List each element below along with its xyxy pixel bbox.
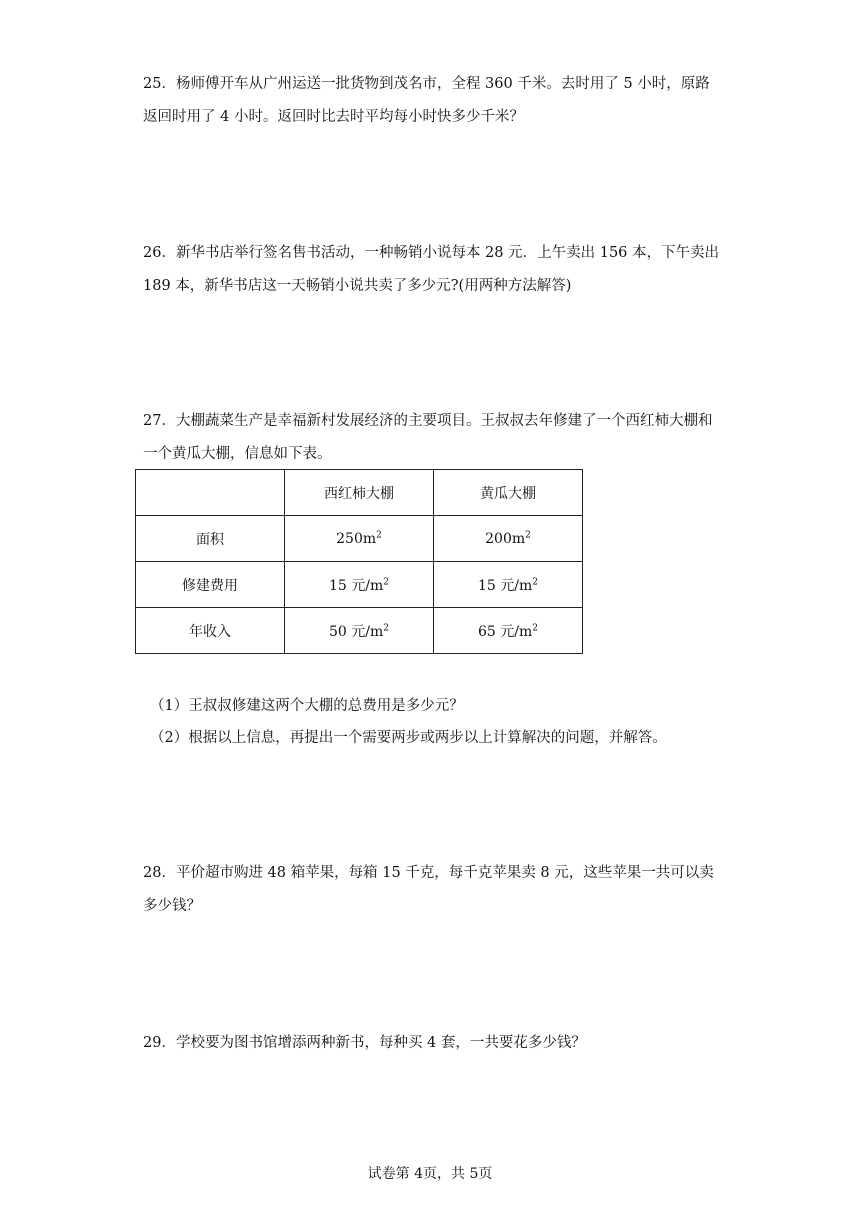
row-label: 修建费用 [136,562,285,608]
row-label: 年收入 [136,608,285,654]
cell-value: 200m [485,530,526,547]
row-label: 面积 [136,516,285,562]
cell-value: 65 元/m [478,623,533,640]
cell-sup: 2 [525,529,531,540]
table-row [136,516,583,562]
table-row [136,608,583,654]
cell-sup: 2 [376,529,382,540]
question-29: 29．学校要为图书馆增添两种新书，每种买 4 套，一共要花多少钱？ [143,1035,586,1051]
table-header-cell: 黄瓜大棚 [434,470,583,516]
table-cell [285,516,434,562]
question-28: 28．平价超市购进 48 箱苹果，每箱 15 千克，每千克苹果卖 8 元，这些苹果一共可以卖多少钱？ [143,865,714,914]
cell-value: 15 元/m [478,577,533,594]
question-26: 26．新华书店举行签名售书活动，一种畅销小说每本 28 元．上午卖出 156 本，下午卖出 189 本，新华书店这一天畅销小说共卖了多少元?(用两种方法解答) [143,245,720,294]
cell-value: 15 元/m [329,577,384,594]
table-header-cell [136,470,285,516]
page-footer: 试卷第 4页，共 5页 [367,1166,493,1182]
cell-sup: 2 [532,622,538,633]
table-row [136,562,583,608]
table-cell [285,608,434,654]
subquestion-1: （1）王叔叔修建这两个大棚的总费用是多少元？ [150,698,464,714]
table-cell [434,562,583,608]
table-cell [434,516,583,562]
greenhouse-info-table [135,469,583,654]
cell-sup: 2 [383,622,389,633]
cell-value: 250m [336,530,377,547]
table-header-row [136,470,583,516]
table-cell [434,608,583,654]
cell-value: 50 元/m [329,623,384,640]
cell-sup: 2 [532,576,538,587]
question-25: 25．杨师傅开车从广州运送一批货物到茂名市，全程 360 千米。去时用了 5 小时，原路返回时用了 4 小时。返回时比去时平均每小时快多少千米？ [143,76,710,125]
cell-sup: 2 [383,576,389,587]
question-27: 27．大棚蔬菜生产是幸福新村发展经济的主要项目。王叔叔去年修建了一个西红柿大棚和一个黄瓜大棚，信息如下表。 [143,413,713,462]
table-cell [285,562,434,608]
subquestion-2: （2）根据以上信息，再提出一个需要两步或两步以上计算解决的问题，并解答。 [150,730,667,746]
table-header-cell: 西红柿大棚 [285,470,434,516]
